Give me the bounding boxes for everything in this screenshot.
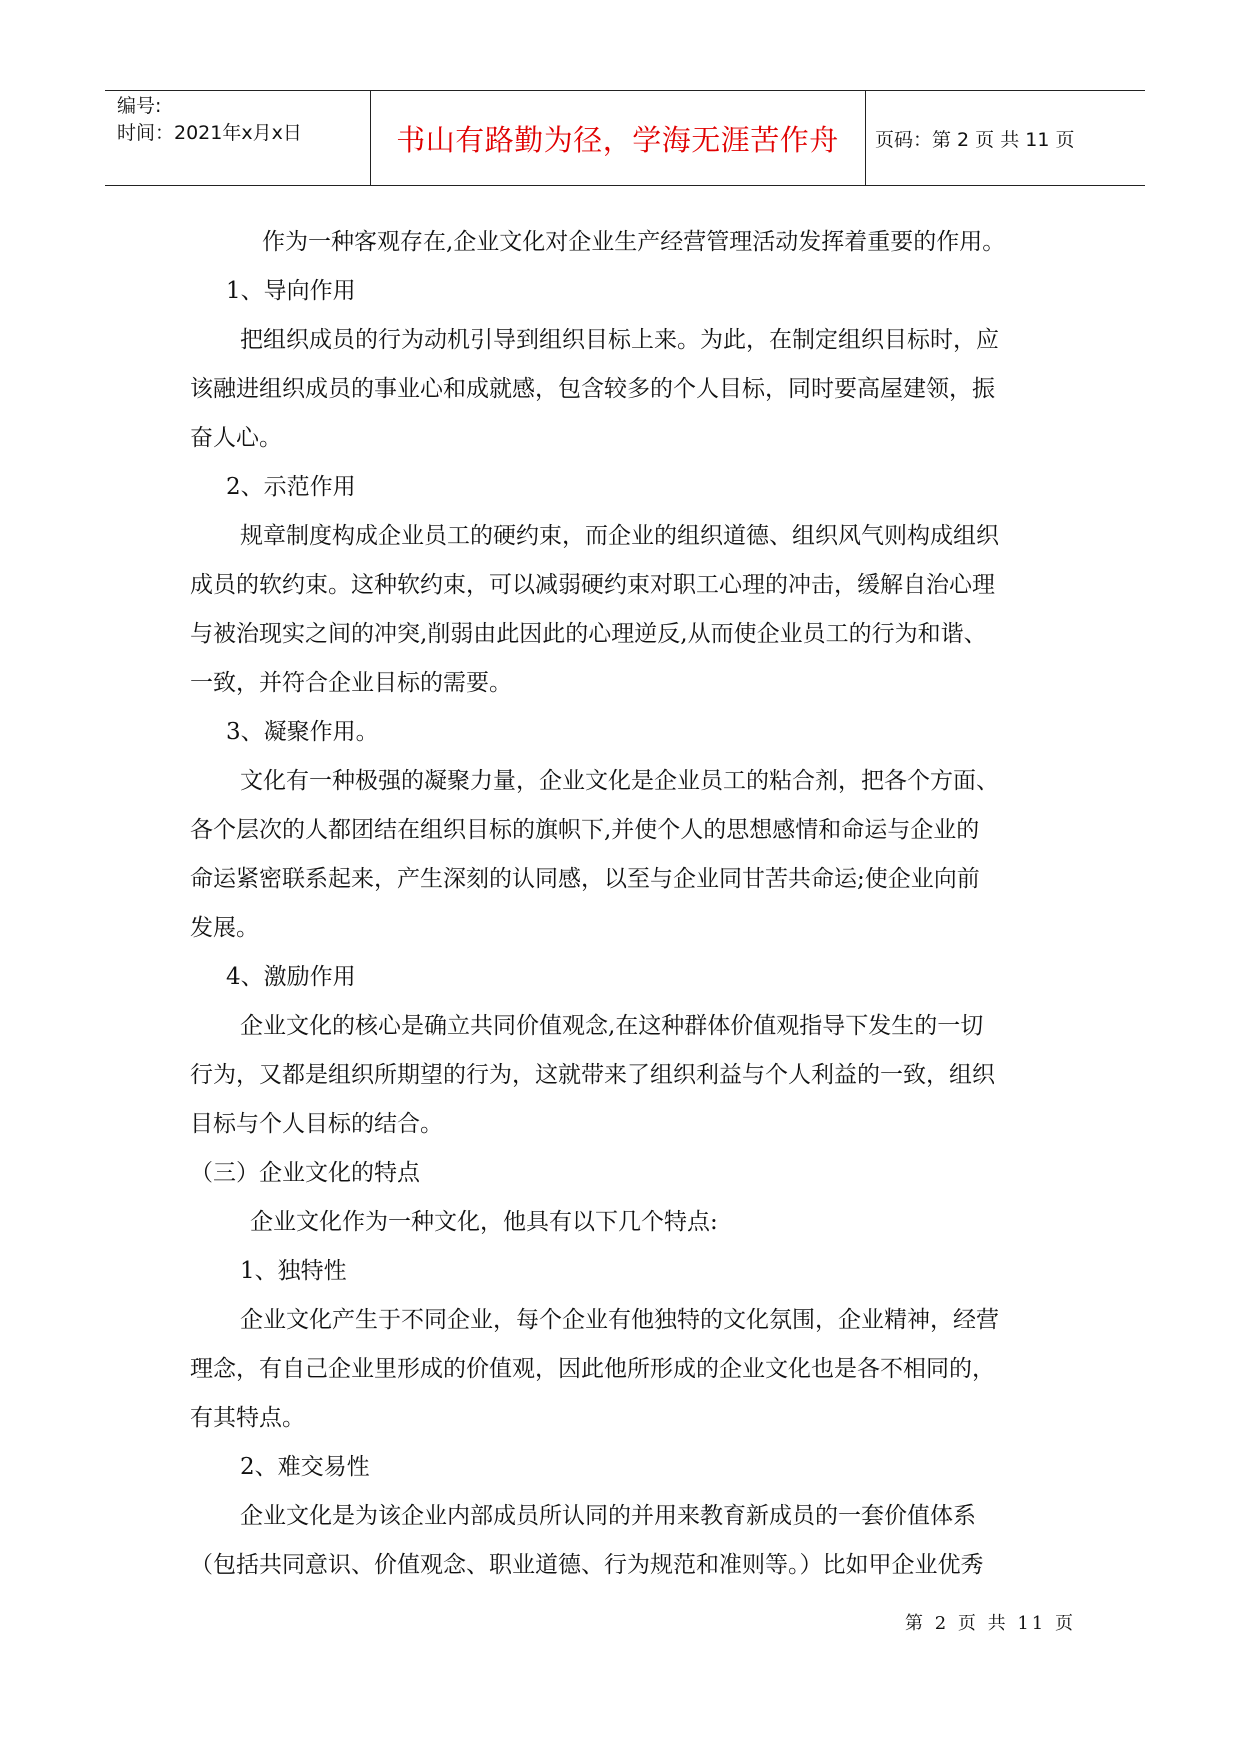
- text-line: 企业文化的核心是确立共同价值观念,在这种群体价值观指导下发生的一切: [240, 1013, 984, 1039]
- text-line: 理念，有自己企业里形成的价值观，因此他所形成的企业文化也是各不相同的，: [190, 1356, 995, 1382]
- document-body: [190, 218, 1060, 1590]
- text-line: 把组织成员的行为动机引导到组织目标上来。为此，在制定组织目标时，应: [240, 327, 999, 353]
- text-line: 一致，并符合企业目标的需要。: [190, 670, 512, 696]
- document-time-label: 时间：2021年x月x日: [117, 122, 302, 144]
- text-line: 1、独特性: [240, 1258, 347, 1284]
- header-page-number: 页码：第 2 页 共 11 页: [875, 128, 1075, 151]
- text-line: 2、示范作用: [226, 474, 356, 500]
- text-line: 该融进组织成员的事业心和成就感，包含较多的个人目标，同时要高屋建领，振: [190, 376, 995, 402]
- page-header: [105, 90, 1145, 186]
- text-line: 命运紧密联系起来，产生深刻的认同感，以至与企业同甘苦共命运;使企业向前: [190, 866, 980, 892]
- document-number-label: 编号:: [117, 95, 162, 117]
- text-line: 目标与个人目标的结合。: [190, 1111, 443, 1137]
- text-line: 企业文化是为该企业内部成员所认同的并用来教育新成员的一套价值体系: [240, 1503, 976, 1529]
- text-line: 奋人心。: [190, 425, 282, 451]
- text-line: 4、激励作用: [226, 964, 356, 990]
- header-divider-right: [865, 91, 866, 185]
- text-line: 1、导向作用: [226, 278, 356, 304]
- text-line: 文化有一种极强的凝聚力量，企业文化是企业员工的粘合剂，把各个方面、: [240, 768, 999, 794]
- text-line: （三）企业文化的特点: [190, 1160, 420, 1186]
- header-motto: 书山有路勤为径，学海无涯苦作舟: [396, 122, 839, 157]
- page-footer: 第 2 页 共 11 页: [905, 1613, 1076, 1634]
- text-line: 企业文化作为一种文化，他具有以下几个特点:: [250, 1209, 718, 1235]
- text-line: 作为一种客观存在,企业文化对企业生产经营管理活动发挥着重要的作用。: [262, 229, 1006, 255]
- text-line: 与被治现实之间的冲突,削弱由此因此的心理逆反,从而使企业员工的行为和谐、: [190, 621, 987, 647]
- text-line: 3、凝聚作用。: [226, 719, 379, 745]
- text-line: 有其特点。: [190, 1405, 305, 1431]
- text-line: 企业文化产生于不同企业，每个企业有他独特的文化氛围，企业精神，经营: [240, 1307, 999, 1333]
- text-line: （包括共同意识、价值观念、职业道德、行为规范和准则等。）比如甲企业优秀: [190, 1552, 984, 1578]
- text-line: 2、难交易性: [240, 1454, 370, 1480]
- text-line: 规章制度构成企业员工的硬约束，而企业的组织道德、组织风气则构成组织: [240, 523, 999, 549]
- text-line: 行为，又都是组织所期望的行为，这就带来了组织利益与个人利益的一致，组织: [190, 1062, 995, 1088]
- text-line: 成员的软约束。这种软约束，可以减弱硬约束对职工心理的冲击，缓解自治心理: [190, 572, 995, 598]
- text-line: 各个层次的人都团结在组织目标的旗帜下,并使个人的思想感情和命运与企业的: [190, 817, 980, 843]
- text-line: 发展。: [190, 915, 259, 941]
- header-meta: [117, 93, 302, 147]
